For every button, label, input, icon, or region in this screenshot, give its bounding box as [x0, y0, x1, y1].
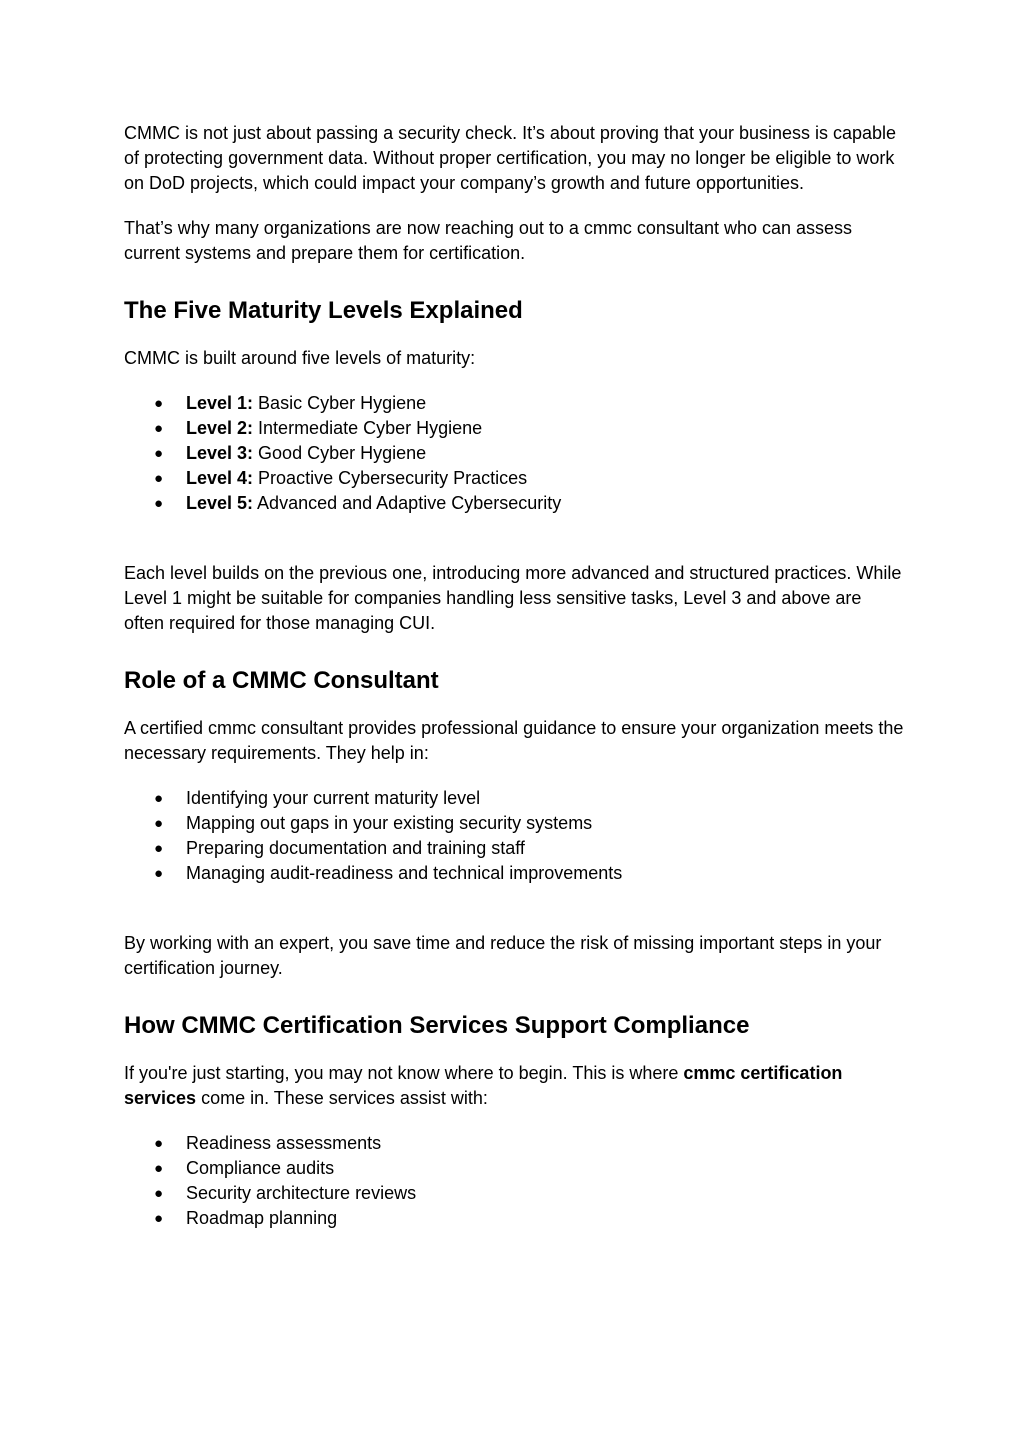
levels-lead-paragraph: CMMC is built around five levels of maturity:: [124, 348, 476, 368]
heading-consultant-role: Role of a CMMC Consultant: [124, 667, 439, 694]
level-text: Intermediate Cyber Hygiene: [253, 418, 483, 438]
level-text: Proactive Cybersecurity Practices: [253, 468, 528, 488]
bullet-icon: ●: [154, 495, 164, 512]
services-lead-bold: cmmc certification services: [124, 1063, 843, 1108]
services-list: [124, 1131, 904, 1231]
level-label: Level 4:: [186, 468, 254, 488]
levels-list: [124, 391, 904, 516]
bullet-icon: ●: [154, 815, 164, 832]
bullet-icon: ●: [154, 1135, 164, 1152]
list-item-text: Security architecture reviews: [186, 1183, 417, 1203]
bullet-icon: ●: [154, 420, 164, 437]
level-text: Basic Cyber Hygiene: [253, 393, 427, 413]
document-page: [124, 121, 904, 1231]
list-item: [124, 836, 904, 861]
heading-certification-services: How CMMC Certification Services Support Compliance: [124, 1012, 750, 1039]
list-item-text: Roadmap planning: [186, 1208, 338, 1228]
list-item: [124, 491, 904, 516]
levels-after-paragraph: Each level builds on the previous one, introducing more advanced and structured practices. While Level 1 might be suitable for companies handling less sensitive tasks, Level 3 and above are often required for those managing CUI.: [124, 563, 902, 633]
bullet-icon: ●: [154, 445, 164, 462]
bullet-icon: ●: [154, 865, 164, 882]
list-item: [124, 811, 904, 836]
list-item: [124, 441, 904, 466]
bullet-icon: ●: [154, 790, 164, 807]
bullet-icon: ●: [154, 395, 164, 412]
list-item: [124, 391, 904, 416]
level-text: Advanced and Adaptive Cybersecurity: [253, 493, 562, 513]
bullet-icon: ●: [154, 470, 164, 487]
services-lead-end: come in. These services assist with:: [196, 1088, 488, 1108]
list-item: [124, 786, 904, 811]
bullet-icon: ●: [154, 840, 164, 857]
list-item-text: Mapping out gaps in your existing security systems: [186, 813, 593, 833]
intro-paragraph-1: CMMC is not just about passing a security check. It’s about proving that your business is capable of protecting government data. Without proper certification, you may no longer be eligible to work on DoD projects, which could impact your company’s growth and future opportunities.: [124, 123, 897, 193]
level-label: Level 3:: [186, 443, 254, 463]
consultant-after-paragraph: By working with an expert, you save time and reduce the risk of missing important steps in your certification journey.: [124, 933, 882, 978]
level-text: Good Cyber Hygiene: [253, 443, 427, 463]
bullet-icon: ●: [154, 1160, 164, 1177]
bullet-icon: ●: [154, 1210, 164, 1227]
list-item: [124, 861, 904, 886]
services-lead-paragraph: [124, 1061, 904, 1111]
consultant-lead-paragraph: A certified cmmc consultant provides professional guidance to ensure your organization meets the necessary requirements. They help in:: [124, 718, 904, 763]
list-item: [124, 1181, 904, 1206]
list-item-text: Compliance audits: [186, 1158, 335, 1178]
list-item-text: Managing audit-readiness and technical improvements: [186, 863, 623, 883]
list-item: [124, 416, 904, 441]
list-item-text: Readiness assessments: [186, 1133, 382, 1153]
level-label: Level 5:: [186, 493, 254, 513]
consultant-list: [124, 786, 904, 886]
list-item: [124, 1156, 904, 1181]
list-item-text: Identifying your current maturity level: [186, 788, 481, 808]
services-lead-start: If you're just starting, you may not know where to begin. This is where: [124, 1063, 684, 1083]
level-label: Level 2:: [186, 418, 254, 438]
list-item-text: Preparing documentation and training staff: [186, 838, 525, 858]
intro-paragraph-2: That’s why many organizations are now reaching out to a cmmc consultant who can assess current systems and prepare them for certification.: [124, 218, 853, 263]
bullet-icon: ●: [154, 1185, 164, 1202]
list-item: [124, 466, 904, 491]
heading-maturity-levels: The Five Maturity Levels Explained: [124, 297, 523, 324]
list-item: [124, 1206, 904, 1231]
level-label: Level 1:: [186, 393, 254, 413]
list-item: [124, 1131, 904, 1156]
